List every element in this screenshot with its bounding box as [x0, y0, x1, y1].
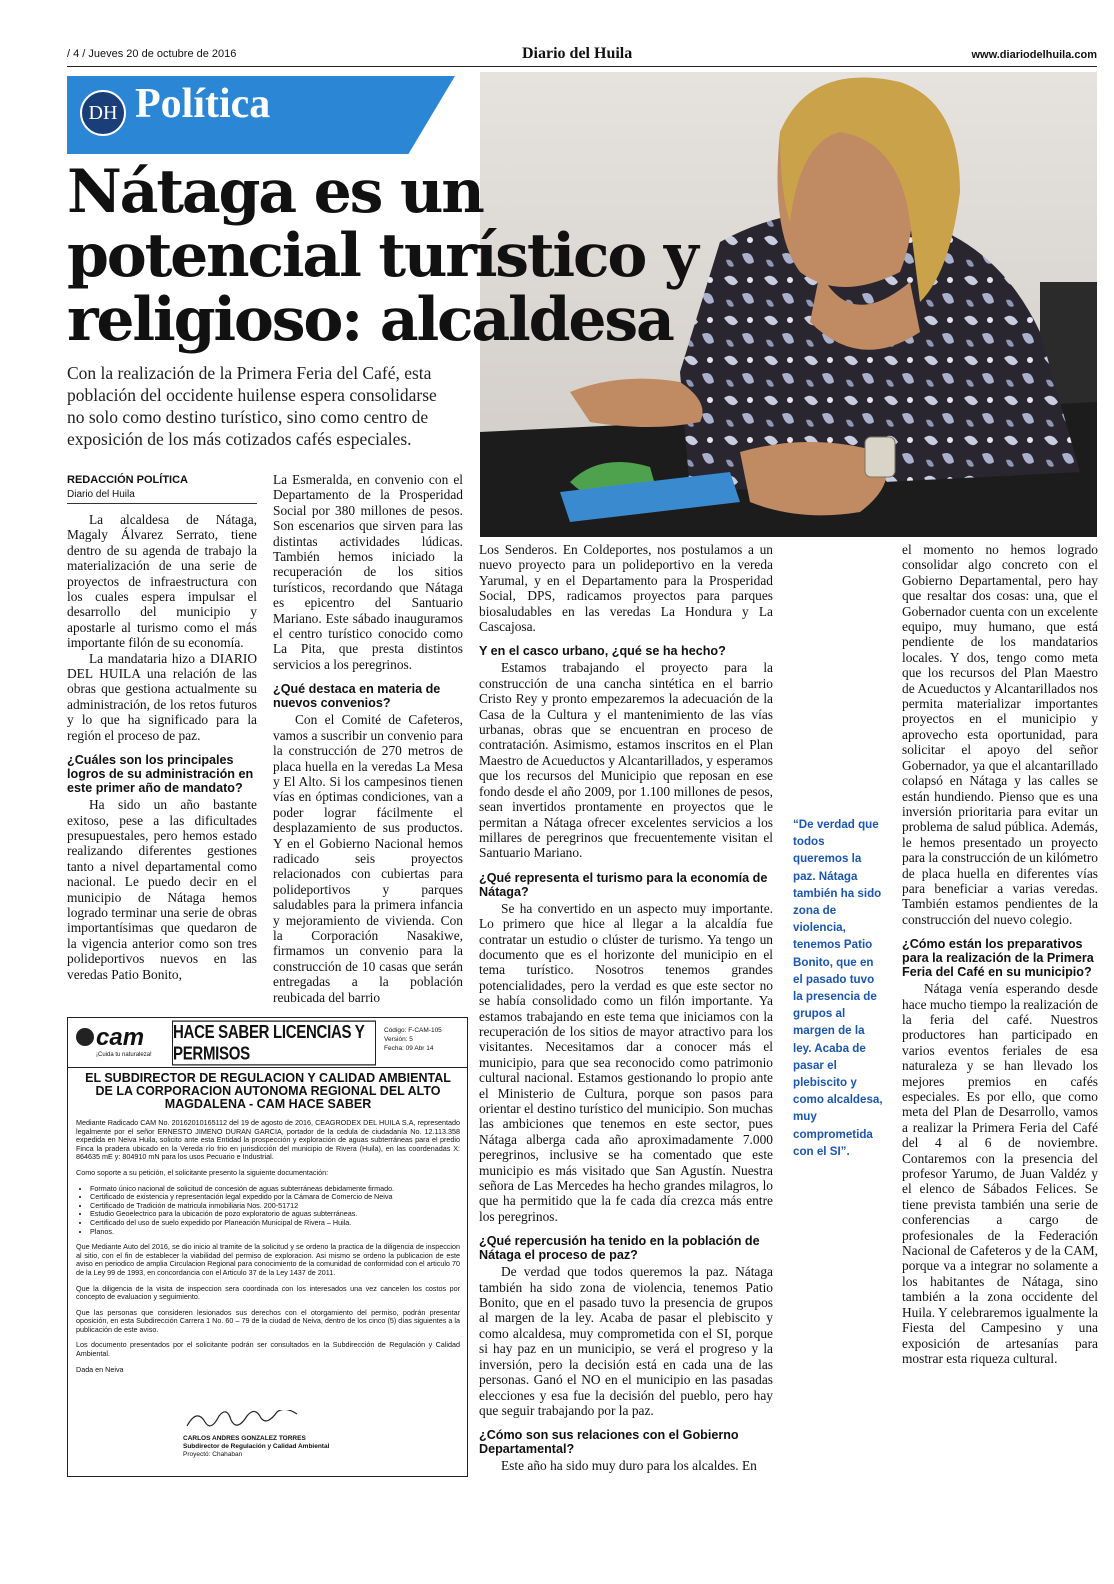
section-title: Política [135, 81, 271, 127]
article-paragraph: Con el Comité de Cafeteros, vamos a suscribir un convenio para la construcción de 270 metros de placa huella en la veredas La Mesa y El Alto. Si los campesinos tienen vías en óptimas condiciones, van a poder lograr fácilmente el desplazamiento de sus productos. Y en el Gobierno Nacional hemos radicado seis proyectos relacionados con cubiertas para polideportivos y parques saludables para la primera infancia y mejoramiento de vivienda. Con la Corporación Nasakiwe, firmamos un convenio para la construcción de 10 casas que serán entregadas a la población reubicada del barrio [273, 712, 463, 1005]
cam-brand: cam [96, 1024, 145, 1051]
cam-tagline: ¡Cuida tu naturaleza! [96, 1052, 152, 1058]
notice-document-item: • Certificado del uso de suelo expedido por Planeación Municipal de Rivera – Huila. [90, 1219, 460, 1228]
notice-paragraph: Que Mediante Auto del 2016, se dio inicio al tramite de la solicitud y se ordeno la practica de la diligencia de inspeccion al sitio, con el fin de establecer la viabilidad del permiso de exploracion. Asi mismo se ordeno la publicacion de este aviso en periodico de amplia Circulacion Regional para conocimiento de la comunidad de conformidad con el articulo 70 de la Ley 99 de 1993, en concordancia con el Articulo 37 de la Ley 1437 de 2011. [76, 1242, 460, 1277]
notice-paragraph: Mediante Radicado CAM No. 20162010165112 del 19 de agosto de 2016, CEAGRODEX DEL HUILA S.A, representado legalmente por el señor ERNESTO JIMENO DURAN GARCIA, portador de la cedula de ciudadanía No. 12.113.358 expedida en Neiva Huila, solicito ante esta Entidad la prospección y exploración de aguas subterráneas para el predio Finca la pradera ubicado en la Vereda río frio en jurisdicción del municipio de Rivera (Huila), en las coordenadas X: 864635 mE y: 804910 mN para los usos Pecuario e Industrial. [76, 1118, 460, 1162]
prepared-by: Proyectó: Chahaban [183, 1451, 243, 1458]
question-subhead: ¿Qué repercusión ha tenido en la población de Nátaga el proceso de paz? [479, 1234, 760, 1263]
byline-rule [67, 503, 257, 504]
article-column-3 [479, 542, 773, 1474]
page-date: / 4 / Jueves 20 de octubre de 2016 [67, 48, 237, 60]
byline: REDACCIÓN POLÍTICA [67, 474, 188, 486]
question-subhead: ¿Cómo son sus relaciones con el Gobierno Departamental? [479, 1428, 739, 1457]
notice-document-list [90, 1185, 460, 1237]
notice-paragraph: Que las personas que consideren lesionados sus derechos con el otorgamiento del permiso, podrán presentar oposición, en esta Subdirección Carrera 1 No. 60 – 79 de la ciudad de Neiva, dentro de los cinco (5) días siguientes a la publicación de este aviso. [76, 1307, 460, 1334]
article-paragraph: Ha sido un año bastante exitoso, pese a las dificultades presupuestales, pero hemos estado realizando diferentes gestiones tanto a nivel departamental como nacional. Le puedo decir en el municipio de Nátaga hemos logrado terminar una serie de obras importantísimas que quedaron de la vigencia anterior como son tres polideportivos nuevos en las veredas Patio Bonito, [67, 797, 257, 982]
notice-paragraph: Dada en Neiva [76, 1364, 124, 1374]
pull-quote: “De verdad que todos queremos la paz. Nátaga también ha sido zona de violencia, tenemos Patio Bonito, que en el pasado tuvo la presencia de grupos al margen de la ley. Acaba de pasar el plebiscito y como alcaldesa, muy comprometida con el SI”. [793, 818, 883, 1158]
article-paragraph: Este año ha sido muy duro para los alcaldes. En [501, 1458, 757, 1474]
notice-document-item: • Formato único nacional de solicitud de concesión de aguas subterráneas debidamente firmado. [90, 1185, 460, 1194]
signer-role: Subdirector de Regulación y Calidad Ambiental [183, 1443, 330, 1450]
headline: Nátaga es un potencial turístico y religioso: alcaldesa [67, 157, 697, 355]
cam-notice [67, 1017, 468, 1477]
article-paragraph: Estamos trabajando el proyecto para la construcción de una cancha sintética en el barrio Cristo Rey y pronto empezaremos la adecuación de la Casa de la Cultura y el mantenimiento de las vías urbanas, obras que se encuentran en proceso de contratación. Asimismo, estamos inscritos en el Plan Maestro de Acueductos y Alcantarillados, y esperamos que los recursos del Municipio que reposan en ese fondo desde el año 2009, por 1.100 millones de pesos, sean invertidos prontamente en proyectos que le permitan a Nátaga ofrecer excelentes servicios a los millares de peregrinos que frecuentemente visitan el Santuario Mariano. [479, 660, 773, 861]
cam-logo-icon [76, 1028, 94, 1046]
byline-source: Diario del Huila [67, 489, 135, 500]
website: www.diariodelhuila.com [971, 49, 1097, 61]
question-subhead: ¿Cuáles son los principales logros de su administración en este primer año de mandato? [67, 753, 254, 796]
article-paragraph: La alcaldesa de Nátaga, Magaly Álvarez Serrato, tiene dentro de su agenda de trabajo la materialización de una serie de proyectos de infraestructura con los cuales espera impulsar el desarrollo del municipio y apostarle al turismo como el más importante filón de su economía. [67, 512, 257, 651]
deck: Con la realización de la Primera Feria del Café, esta población del occidente huilense espera consolidarse no solo como destino turístico, sino como centro de exposición de los más cotizados cafés especiales. [67, 363, 437, 449]
question-subhead: ¿Cómo están los preparativos para la realización de la Primera Feria del Café en su municipio? [902, 937, 1094, 980]
question-subhead: ¿Qué destaca en materia de nuevos convenios? [273, 682, 441, 711]
masthead-rule [67, 66, 1097, 67]
article-paragraph: Nátaga venía esperando desde hace mucho tiempo la realización de la feria del café. Nuestros productores han participado en varios eventos feriales de esa naturaleza y se han llevado los mejores premios en cafés especiales. Es por ello, que como meta del Plan de Desarrollo, vamos a realizar la Primera Feria del Café del 4 al 6 de noviembre. Contaremos con la presencia del profesor Yarumo, de Juan Valdéz y el elenco de Sábados Felices. Se tiene prevista también una serie de conferencias a cargo de profesionales de la Federación Nacional de Cafeteros y de la CAM, porque va a integrar no solamente a los habitantes de Nátaga, sino también a la zona occidente del Huila. Y celebraremos igualmente la Fiesta del Campesino y una exposición de artesanías para mostrar esta riqueza cultural. [902, 981, 1098, 1366]
section-logo: DH [80, 90, 126, 136]
notice-header [68, 1018, 467, 1068]
signature-scribble-icon [183, 1410, 303, 1432]
article-paragraph: La Esmeralda, en convenio con el Departamento de la Prosperidad Social por 380 millones de pesos. Son escenarios que sirven para las distintas actividades lúdicas. También hemos iniciado la recuperación de los sitios turísticos, recordando que Nátaga es epicentro del Santuario Mariano. Este sábado inauguramos el centro turístico conocido como La Pita, que presta distintos servicios a los peregrinos. [273, 472, 463, 672]
notice-signature [183, 1410, 363, 1459]
notice-document-item: • Certificado de Tradición de matricula inmobiliaria Nos. 200-51712 [90, 1202, 460, 1211]
signer-name: CARLOS ANDRES GONZALEZ TORRES [183, 1435, 306, 1442]
article-paragraph: De verdad que todos queremos la paz. Nátaga también ha sido zona de violencia, tenemos Patio Bonito, que en el pasado tuvo la presencia de grupos al margen de la ley. Acaba de pasar el plebiscito y como alcaldesa, muy comprometida con el SI, porque si hay paz en un municipio, se verá el progreso y la inversión, pero la decisión está en cada una de las personas. Ganó el NO en el municipio en las pasadas elecciones y esa fue la decisión del pueblo, pero hay que seguir trabajando por la paz. [479, 1264, 773, 1418]
notice-code: Código: F-CAM-105 [384, 1027, 442, 1034]
article-paragraph: La mandataria hizo a DIARIO DEL HUILA una relación de las obras que gestiona actualmente su administración, de los retos futuros y lo que ha significado para la región el proceso de paz. [67, 650, 257, 743]
question-subhead: ¿Qué representa el turismo para la economía de Nátaga? [479, 870, 768, 899]
masthead [67, 45, 1097, 65]
article-paragraph: Se ha convertido en un aspecto muy importante. Lo primero que hice al llegar a la alcaldía fue contratar un estudio o clúster de turismo. Ya tengo un documento que es el horizonte del municipio en el tema turístico. Nosotros tenemos grandes potencialidades, pero la verdad es que este sector no se había consolidado como un filón importante. Ya estamos trabajando en este tema que iniciamos con la recuperación de los sitios de mayor atractivo para los visitantes. Necesitamos dar a conocer más el municipio, para que sea reconocido como patrimonio cultural nacional. Estamos gestionando lo propio ante el Ministerio de Cultura, porque son pasos para orientar el destino turístico del municipio. Son muchas las ambiciones que tenemos en este sector, pues Nátaga alberga cada año aproximadamente 7.000 peregrinos, inclusive se ha comentado que este municipio es más visitado que San Agustín. Nuestra señora de Las Mercedes ha hecho grandes milagros, lo que ha permitido que la fe cada día crezca más entre los peregrinos. [479, 900, 773, 1224]
notice-document-item: • Planos. [90, 1228, 460, 1237]
article-column-1 [67, 512, 257, 982]
notice-date: Fecha: 09 Abr 14 [384, 1045, 434, 1052]
notice-paragraph: Que la diligencia de la visita de inspeccion sera coordinada con los interesados una vez cancelen los costos por concepto de evaluacion y seguimiento. [76, 1283, 460, 1302]
notice-document-item: • Estudio Geoelectrico para la ubicación de pozo exploratorio de aguas subterráneas. [90, 1210, 460, 1219]
article-column-4 [902, 542, 1098, 1366]
notice-body [76, 1072, 460, 1381]
article-paragraph: Los Senderos. En Coldeportes, nos postulamos a un nuevo proyecto para un polideportivo en la vereda Yarumal, y en el Departamento para la Prosperidad Social, DPS, radicamos proyectos para parques biosaludables en las veredas La Hondura y La Cascajosa. [479, 542, 773, 635]
notice-title: HACE SABER LICENCIAS Y PERMISOS [172, 1021, 376, 1066]
notice-meta [384, 1026, 442, 1053]
notice-paragraph: Como soporte a su petición, el solicitante presento la siguiente documentación: [76, 1167, 329, 1177]
paper-name: Diario del Huila [522, 45, 633, 62]
cam-logo [76, 1026, 168, 1060]
question-subhead: Y en el casco urbano, ¿qué se ha hecho? [479, 644, 726, 659]
article-paragraph: el momento no hemos logrado consolidar algo concreto con el Gobierno Departamental, pero hay que resaltar dos cosas: una, que el Gobernador cuenta con un excelente equipo, muy humano, que está pendiente de los mandatarios locales. Y dos, tengo como meta que los recursos del Plan Maestro de Acueductos y Alcantarillados nos permita materializar importantes proyectos en el municipio y aprovecho esta oportunidad, para solicitar el apoyo del señor Gobernador, ya que el alcantarillado colapsó en Nátaga y las calles se están hundiendo. Pienso que es una inversión prioritaria para evitar un problema de salud pública. Además, le hemos presentado un proyecto para la construcción de un kilómetro de placa huella en diferentes vías para beneficiar a varias veredas. También estamos pendientes de la construcción del nuevo colegio. [902, 542, 1098, 927]
notice-version: Versión: 5 [384, 1036, 413, 1043]
notice-paragraph: Los documento presentados por el solicitante podrán ser consultados en la Subdirección de Regulación y Calidad Ambiental. [76, 1340, 460, 1359]
notice-document-item: • Certificado de existencia y representación legal expedido por la Cámara de Comercio de Neiva [90, 1193, 460, 1202]
article-column-2 [273, 472, 463, 1005]
notice-heading: EL SUBDIRECTOR DE REGULACION Y CALIDAD AMBIENTAL DE LA CORPORACION AUTONOMA REGIONAL DEL ALTO MAGDALENA - CAM HACE SABER [85, 1071, 451, 1111]
